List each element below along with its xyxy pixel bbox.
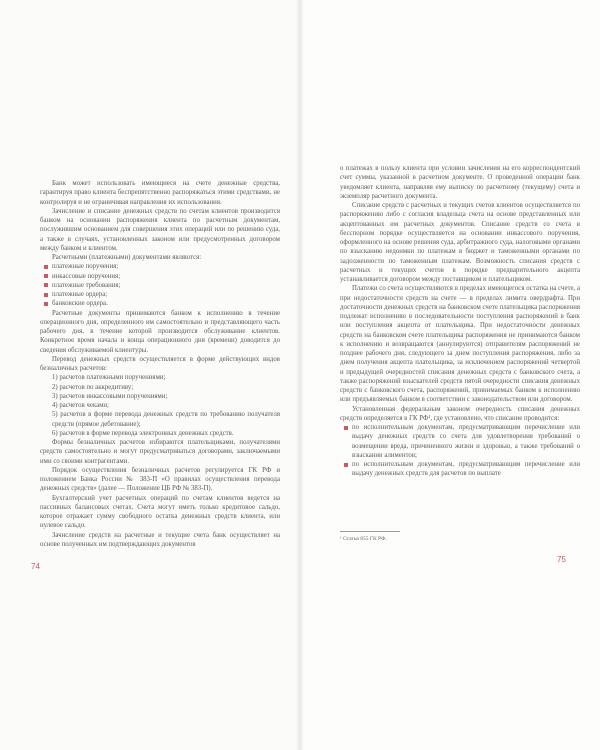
paragraph: Расчетные документы принимаются банком к исполнению в течение операционного дня, определенного им самостоятельно и представляющего часть рабочего дня, в течение которой производится обслуживание клиентов. Конкретное время начала и конца операционного дня (времени) доводится до сведения обслуживаемой клиентуры. [40, 309, 280, 354]
bullet-list-item [340, 460, 580, 479]
paragraph: Расчетными (платежными) документами являются: [52, 254, 202, 261]
numbered-list-item: 3) расчетов инкассовыми поручениями; [52, 392, 168, 400]
square-bullet-icon [44, 302, 48, 306]
footnote: ¹ Статья 855 ГК РФ. [340, 536, 387, 542]
bullet-text: платежные ордера; [52, 291, 108, 298]
paragraph: Формы безналичных расчетов избираются плательщиками, получателями средств самостоятельно и могут предусматриваться договорами, заключаемыми ими со своими контрагентами. [40, 439, 280, 465]
bullet-list-item [40, 290, 280, 299]
square-bullet-icon [44, 283, 48, 287]
square-bullet-icon [44, 293, 48, 297]
left-page-number: 74 [31, 562, 40, 571]
square-bullet-icon [344, 463, 348, 467]
bullet-text: по исполнительным документам, предусматривающим перечисление или выдачу денежных средств со счета для удовлетворения требований о возмещении вреда, причиненного жизни и здоровью, а также требований о взыскании алиментов; [352, 424, 580, 459]
bullet-list-item [40, 272, 280, 281]
book-gutter [296, 0, 304, 750]
paragraph: Установленная федеральным законом очередность списания денежных средств определяется в ГК РФ¹, где установлено, что списание проводится: [340, 405, 580, 422]
paragraph: Зачисление и списание денежных средств по счетам клиентов производится банком на основании распоряжения клиента по расчетным документам, послужившим основанием для совершения этих операций или по решению суда, а также в случаях, установленных законом или предусмотренных договором между банком и клиентом. [40, 207, 280, 252]
square-bullet-icon [344, 426, 348, 430]
bullet-text: по исполнительным документам, предусматривающим перечисление или выдачу денежных средств для расчетов по выплате [352, 461, 580, 478]
bullet-list-item [40, 262, 280, 271]
paragraph: Порядок осуществления безналичных расчетов регулируется ГК РФ и положением Банка России № 383-П «О правилах осуществления перевода денежных средств» (далее — Положение ЦБ РФ № 383-П). [40, 466, 280, 493]
right-page [300, 0, 600, 750]
bullet-list-item [40, 299, 280, 308]
paragraph: Платежи со счета осуществляются в пределах имеющегося остатка на счете, а при недостаточности средств на счете — в пределах лимита овердрафта. При достаточности денежных средств на банковском счете плательщика распоряжения подлежат исполнению в последовательности поступления распоряжений в банк или поступления акцепта от плательщика. При недостаточности денежных средств на банковском счете плательщика распоряжения не принимаются банком к исполнению и возвращаются (аннулируются) отправителям распоряжений не позднее рабочего дня, следующего за днем поступления распоряжения, либо за днем получения акцепта плательщика, за исключением распоряжений четвертой и предыдущей очередностей списания денежных средств с банковского счета, а также распоряжений взыскателей средств пятой очередности списания денежных средств с банковского счета, распоряжений, принимаемых банком к исполнению или предъявляемых банком в соответствии с законодательством или договором. [340, 285, 580, 404]
bullet-list-item [40, 281, 280, 290]
paragraph: Бухгалтерский учет расчетных операций по счетам клиентов ведется на пассивных балансовых счетах. Счета могут иметь только кредитовое сальдо, которое отражает сумму свободного остатка денежных средств клиента, или нулевое сальдо. [40, 494, 280, 530]
bullet-text: платежные поручения; [52, 263, 119, 271]
numbered-list-item: 5) расчетов в форме перевода денежных средств по требованию получателя средств (прямое дебетование); [52, 411, 280, 428]
square-bullet-icon [44, 274, 48, 278]
paragraph: Банк может использовать имеющиеся на счете денежные средства, гарантируя право клиента беспрепятственно распоряжаться этими средствами, не контролируя и не ограничивая направления их использования. [40, 180, 280, 206]
right-page-body [340, 164, 580, 479]
left-page-body [40, 179, 280, 549]
paragraph: Перевод денежных средств осуществляется в форме действующих видов безналичных расчетов: [40, 355, 280, 372]
paragraph: Зачисление средств на расчетные и текущие счета банк осуществляет на основе полученных им подтверждающих документов [40, 531, 280, 548]
bullet-text: банковские ордера. [52, 300, 108, 308]
footnote-rule [340, 531, 400, 532]
numbered-list-item: 2) расчетов по аккредитиву; [52, 383, 134, 391]
square-bullet-icon [44, 265, 48, 269]
numbered-list-item: 4) расчетов чеками; [52, 402, 109, 409]
numbered-list-item: 6) расчетов в форме перевода электронных денежных средств. [52, 429, 234, 437]
right-page-number: 75 [557, 555, 566, 564]
paragraph: о платежах в пользу клиента при условии зачисления на его корреспондентский счет суммы, указанной в расчетном документе. О проведенной операции банк уведомляет клиента, направляя ему выписку по расчетному (текущему) счета и экземпляр расчетного документа. [340, 165, 580, 200]
bullet-text: платежные требования; [52, 281, 121, 289]
paragraph: Списание средств с расчетных и текущих счетов клиентов осуществляется по распоряжению либо с согласия владельца счета на основе представленных или акцептованных им расчетных документов. Списание средств со счета в бесспорном порядке осуществляется на основании инкассового поручения, оформленного на основе решения суда, арбитражного суда, налоговыми органами по взысканию недоимки по платежам в бюджет и таможенными органами по задолженности по таможенным платежам. Возможность списания средств с расчетных и текущих счетов в порядке предварительного акцепта устанавливается договором между поставщиком и плательщиком. [340, 202, 580, 283]
bullet-text: инкассовые поручения; [52, 272, 121, 280]
bullet-list-item [340, 423, 580, 460]
numbered-list-item: 1) расчетов платежными поручениями; [52, 374, 166, 382]
